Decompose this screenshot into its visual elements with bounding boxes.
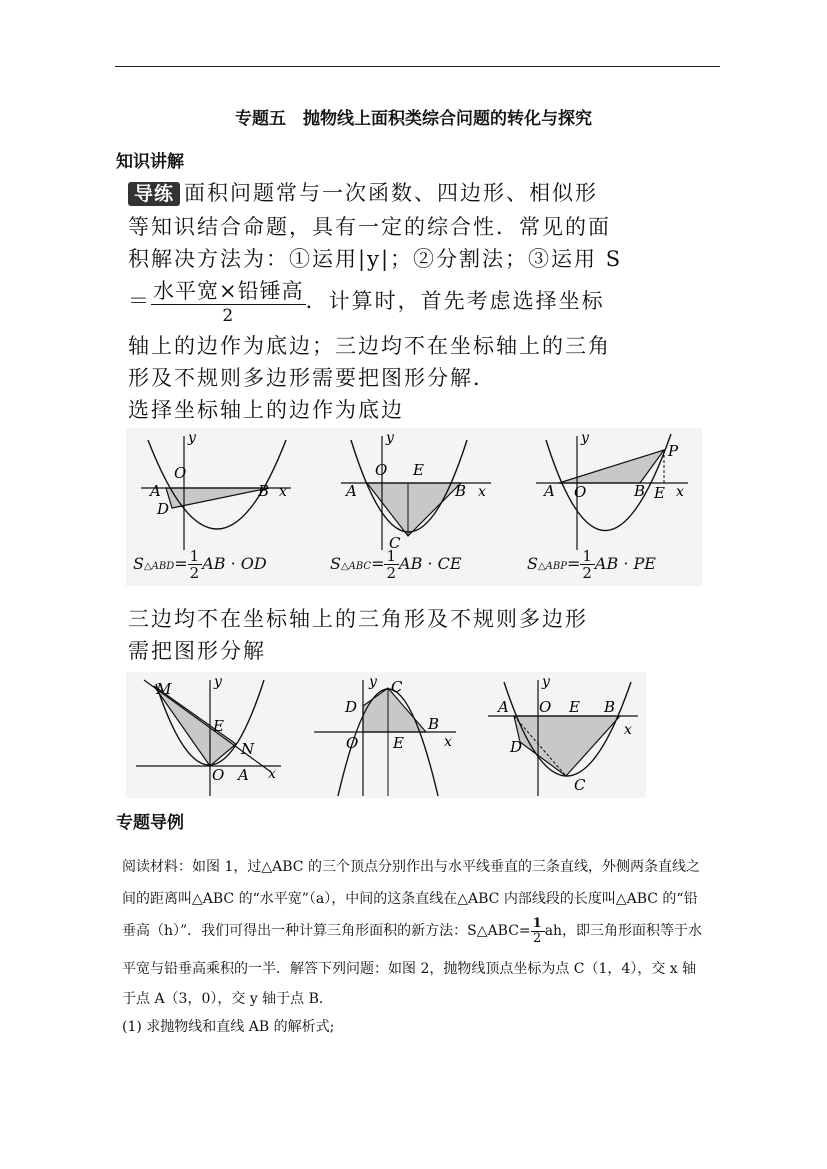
- guide-line-4: ＝ $\frac{\text{水平宽×铅锤高}}{2}$ ．计算时，首先考虑选择坐标: [128, 279, 605, 326]
- svg-text:E: E: [413, 461, 424, 479]
- svg-text:E: E: [569, 698, 580, 716]
- svg-text:B: B: [258, 482, 270, 500]
- svg-text:O: O: [375, 461, 388, 479]
- svg-text:E: E: [654, 484, 665, 502]
- svg-text:y: y: [386, 430, 394, 446]
- svg-text:P: P: [668, 442, 679, 460]
- svg-text:A: A: [238, 766, 249, 784]
- formula-abd: S△ABD= $\frac{1}{2}$ AB · OD: [133, 547, 267, 582]
- svg-text:x: x: [478, 484, 486, 500]
- question-1: (1) 求抛物线和直线 AB 的解析式;: [122, 1019, 335, 1035]
- svg-text:C: C: [389, 534, 401, 552]
- svg-text:M: M: [156, 680, 172, 698]
- svg-text:N: N: [241, 740, 255, 758]
- svg-text:O: O: [346, 734, 359, 752]
- svg-text:A: A: [544, 482, 555, 500]
- guide-tag: 导练: [128, 182, 180, 206]
- svg-text:y: y: [369, 674, 377, 690]
- reading-line-2: 间的距离叫△ABC 的“水平宽”（a），中间的这条直线在△ABC 内部线段的长度叫△ABC 的“铅: [122, 891, 698, 907]
- svg-text:O: O: [212, 766, 225, 784]
- guide-line-3: 积解决方法为：①运用|y|；②分割法；③运用 S: [128, 247, 623, 271]
- svg-text:y: y: [188, 430, 196, 446]
- svg-text:x: x: [279, 484, 287, 500]
- svg-text:B: B: [428, 715, 440, 733]
- subheading-decompose-1: 三边均不在坐标轴上的三角形及不规则多边形: [128, 607, 588, 631]
- svg-text:B: B: [634, 482, 646, 500]
- svg-text:A: A: [498, 698, 509, 716]
- svg-text:y: y: [581, 430, 589, 446]
- reading-line-3: 垂高（h）”．我们可得出一种计算三角形面积的新方法：S△ABC= $\frac{1}{2}$ ah，即三角形面积等于水: [122, 915, 703, 946]
- guide-line-2: 等知识结合命题，具有一定的综合性．常见的面: [128, 215, 611, 239]
- guide-line-5: 轴上的边作为底边；三边均不在坐标轴上的三角: [128, 334, 611, 358]
- guide-line-1: 导练 面积问题常与一次函数、四边形、相似形: [128, 178, 708, 208]
- svg-text:D: D: [345, 698, 358, 716]
- svg-text:O: O: [574, 483, 587, 501]
- guide-line-6: 形及不规则多边形需要把图形分解．: [128, 366, 496, 390]
- svg-text:x: x: [444, 734, 452, 750]
- svg-text:O: O: [539, 698, 552, 716]
- reading-line-4: 平宽与铅垂高乘积的一半．解答下列问题：如图 2，抛物线顶点坐标为点 C（1，4），交 x 轴: [122, 961, 697, 977]
- formula-abc: S△ABC= $\frac{1}{2}$ AB · CE: [330, 547, 462, 582]
- subheading-axis-base: 选择坐标轴上的边作为底边: [128, 398, 404, 422]
- page-title: 专题五 抛物线上面积类综合问题的转化与探究: [235, 109, 592, 129]
- svg-text:D: D: [510, 738, 523, 756]
- svg-text:x: x: [676, 484, 684, 500]
- svg-text:E: E: [393, 734, 404, 752]
- svg-text:B: B: [604, 698, 616, 716]
- section-knowledge-heading: 知识讲解: [116, 152, 184, 172]
- svg-text:y: y: [214, 674, 222, 690]
- svg-text:C: C: [391, 678, 403, 696]
- svg-text:x: x: [268, 766, 276, 782]
- reading-line-1: 阅读材料：如图 1，过△ABC 的三个顶点分别作出与水平线垂直的三条直线，外侧两条直线之: [122, 859, 700, 875]
- svg-text:E: E: [213, 717, 224, 735]
- reading-line-5: 于点 A（3，0），交 y 轴于点 B．: [122, 991, 333, 1007]
- figures-decompose: [126, 672, 646, 798]
- svg-text:C: C: [574, 776, 586, 794]
- svg-text:D: D: [157, 500, 170, 518]
- svg-text:y: y: [542, 674, 550, 690]
- svg-text:A: A: [150, 482, 161, 500]
- svg-text:x: x: [624, 722, 632, 738]
- guide-fraction: $\frac{\text{水平宽×铅锤高}}{2}$: [153, 279, 304, 326]
- section-examples-heading: 专题导例: [116, 813, 184, 833]
- formula-abp: S△ABP= $\frac{1}{2}$ AB · PE: [527, 547, 656, 582]
- top-rule: [115, 66, 720, 67]
- svg-text:B: B: [455, 482, 467, 500]
- svg-text:A: A: [346, 482, 357, 500]
- svg-text:O: O: [174, 464, 187, 482]
- subheading-decompose-2: 需把图形分解: [128, 639, 266, 663]
